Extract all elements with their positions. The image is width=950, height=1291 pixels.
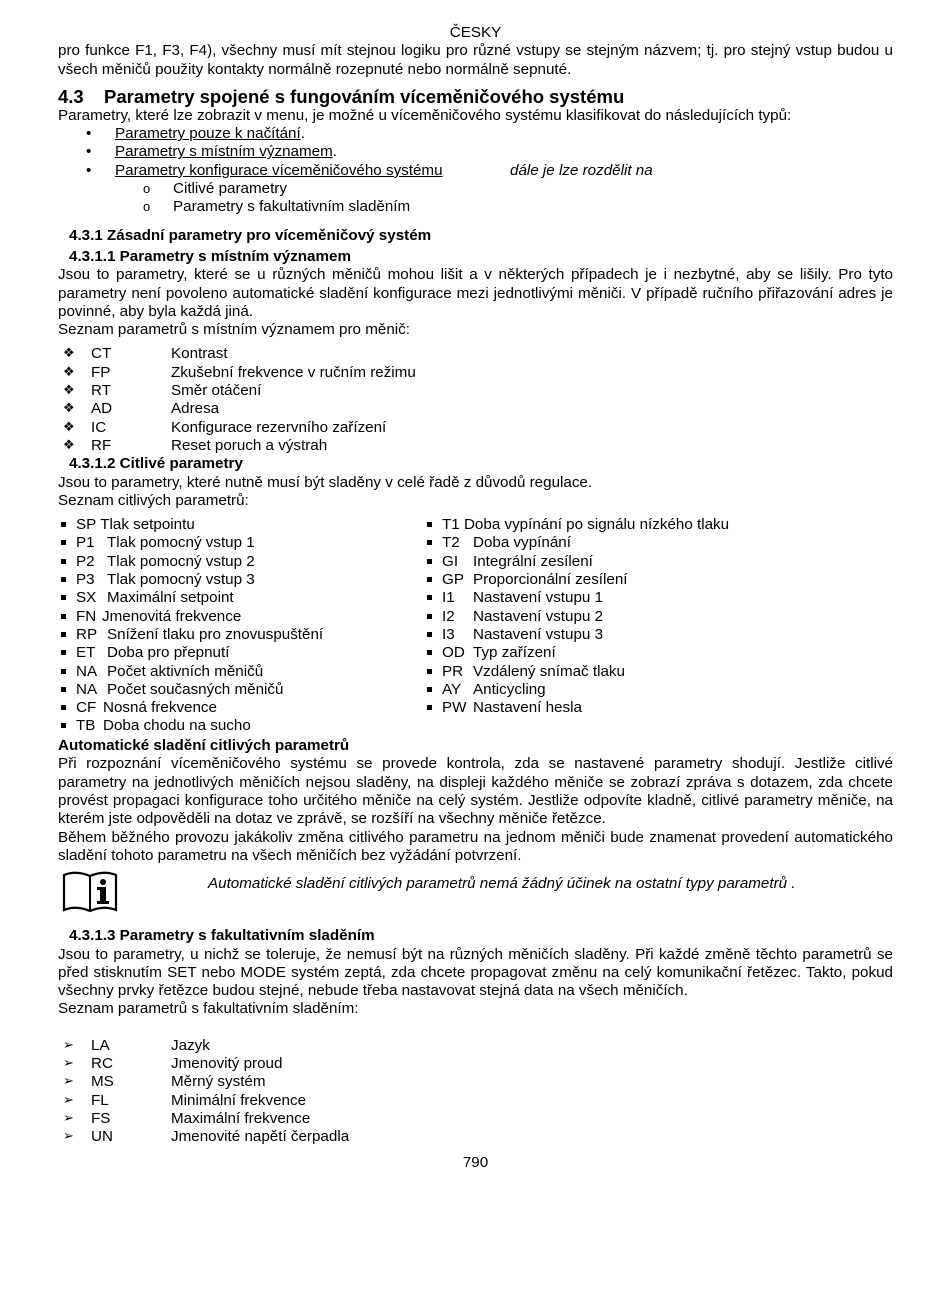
param-desc: Nastavení vstupu 1: [473, 589, 604, 607]
arrow-bullet-icon: ➢: [63, 1074, 74, 1090]
list-item: [58, 162, 893, 180]
param-desc: Proporcionální zesílení: [473, 571, 628, 589]
param-desc: Minimální frekvence: [171, 1091, 307, 1109]
page-number: 790: [462, 1154, 489, 1172]
list-item: [58, 699, 323, 717]
intro-paragraph: pro funkce F1, F3, F4), všechny musí mít stejnou logiku pro různé vstupy se stejným názvem; tj. pro stejný vstup budou u všech měničů použity kontakty normálně rozepnuté nebo normálně sepnuté.: [58, 42, 893, 78]
types-aside-note: dále je lze rozdělit na: [510, 161, 653, 179]
list-item: [58, 553, 323, 571]
diamond-bullet-icon: ❖: [63, 401, 75, 417]
param-code: T1: [442, 516, 460, 534]
type-link-local: Parametry s místním významem: [115, 143, 333, 161]
list-item: [58, 1092, 893, 1110]
param-desc: Jmenovité napětí čerpadla: [171, 1128, 350, 1146]
param-desc: Adresa: [171, 400, 220, 418]
subsection-heading-4-3-1-1: 4.3.1.1 Parametry s místním významem: [69, 247, 351, 265]
section-number: 4.3: [58, 85, 84, 107]
list-item: [58, 125, 893, 143]
param-desc: Doba vypínání: [473, 534, 571, 552]
list-item: o Parametry s fakultativním sladěním: [58, 198, 893, 216]
param-code: LA: [91, 1036, 110, 1054]
param-code: IC: [91, 418, 107, 436]
param-code: P2: [76, 552, 95, 570]
list-item: [58, 534, 323, 552]
param-desc: Počet aktivních měničů: [107, 662, 264, 680]
list-item: [58, 663, 323, 681]
param-code: P1: [76, 534, 95, 552]
auto-sync-paragraph-2: Během běžného provozu jakákoliv změna citlivého parametru na jednom měniči bude znamenat provedení automatického sladění tohoto parametru na všech měničích bez vyžádání potvrzení.: [58, 828, 893, 864]
param-desc: Tlak pomocný vstup 1: [107, 534, 255, 552]
optional-sync-body: Jsou to parametry, u nichž se toleruje, že nemusí být na různých měničích sladěny. Při každé změně těchto parametrů se před stisknutím SET nebo MODE systém zeptá, zda chcete propagovat změnu na celý komunikační řetězec. Takto, pokud všechny prvky řetězce budou stejné, nebude třeba nastavovat stejná data na všech měničích.: [58, 945, 893, 1000]
param-desc: Zkušební frekvence v ručním režimu: [171, 363, 416, 381]
param-desc: Měrný systém: [171, 1073, 266, 1091]
list-item: [58, 437, 893, 455]
type-suffix: .: [332, 143, 337, 161]
list-item: [58, 516, 323, 534]
local-params-body: Jsou to parametry, které se u různých měničů mohou lišit a v některých případech je i nezbytné, aby se lišily. Pro tyto parametry není povoleno automatické sladění konfigurace mezi jednotlivými měniči. V případě ručního přiřazování adres je povinné, aby byla každá jiná.: [58, 266, 893, 320]
list-item: [424, 534, 729, 552]
info-note-text: Automatické sladění citlivých parametrů nemá žádný účinek na ostatní typy parametrů .: [208, 875, 796, 893]
subsection-heading-4-3-1-2: 4.3.1.2 Citlivé parametry: [69, 455, 243, 473]
param-desc: Doba chodu na sucho: [103, 717, 251, 735]
list-item: [58, 1073, 893, 1091]
list-item: [58, 419, 893, 437]
param-desc: Doba vypínání po signálu nízkého tlaku: [463, 516, 730, 534]
diamond-bullet-icon: ❖: [63, 419, 75, 435]
list-item: o Citlivé parametry: [58, 180, 893, 198]
list-item: [424, 681, 729, 699]
param-desc: Maximální setpoint: [107, 589, 234, 607]
param-desc: Nastavení vstupu 3: [473, 625, 604, 643]
param-code: NA: [76, 662, 98, 680]
sensitive-params-left-list: [58, 516, 323, 736]
optional-sync-list-intro: Seznam parametrů s fakultativním sladěním:: [58, 1000, 359, 1018]
sensitive-params-body: Jsou to parametry, které nutně musí být sladěny v celé řadě z důvodů regulace.: [58, 473, 593, 491]
diamond-bullet-icon: ❖: [63, 346, 75, 362]
param-desc: Doba pro přepnutí: [107, 644, 230, 662]
param-desc: Směr otáčení: [171, 382, 262, 400]
param-code: I1: [442, 589, 455, 607]
param-desc: Tlak pomocný vstup 3: [107, 571, 255, 589]
param-code: SX: [76, 589, 97, 607]
param-code: UN: [91, 1128, 113, 1146]
list-item: [58, 345, 893, 363]
param-code: GP: [442, 571, 464, 589]
manual-info-icon: [60, 867, 120, 918]
param-code: I2: [442, 607, 455, 625]
parameter-types-list: [58, 125, 893, 216]
list-item: [58, 1037, 893, 1055]
param-desc: Snížení tlaku pro znovuspuštění: [107, 625, 324, 643]
arrow-bullet-icon: ➢: [63, 1129, 74, 1145]
auto-sync-paragraph-1: Při rozpoznání víceměničového systému se provede kontrola, zda se nastavené parametry shodují. Jestliže citlivé parametry na jednotlivých měničích nejsou sladěny, na displeji každého měniče se zobrazí zpráva s dotazem, zda chcete provést propagaci konfigurace toho určitého měniče na celý systém. Jestliže odpovíte kladně, citlivé parametry měniče, na kterém jste odpověděli na dotaz ve zprávě, se rozšíří na všechny měniče řetězce.: [58, 755, 893, 828]
param-desc: Vzdálený snímač tlaku: [473, 662, 625, 680]
sensitive-params-columns: [58, 516, 893, 737]
param-code: RT: [91, 382, 111, 400]
type-link-read-only: Parametry pouze k načítání: [115, 125, 301, 143]
sensitive-params-right-list: [424, 516, 729, 717]
param-code: SP: [76, 516, 97, 534]
param-desc: Reset poruch a výstrah: [171, 436, 328, 454]
auto-sync-heading: Automatické sladění citlivých parametrů: [58, 737, 350, 755]
list-item: [424, 608, 729, 626]
local-params-list: [58, 345, 893, 455]
param-desc: Nastavení vstupu 2: [473, 607, 604, 625]
arrow-bullet-icon: ➢: [63, 1037, 74, 1053]
arrow-bullet-icon: ➢: [63, 1092, 74, 1108]
param-desc: Počet současných měničů: [107, 680, 284, 698]
optional-sync-list: [58, 1037, 893, 1147]
section-lead: Parametry, které lze zobrazit v menu, je možné u víceměničového systému klasifikovat do následujících typů:: [58, 106, 792, 124]
param-code: TB: [76, 717, 96, 735]
param-desc: Maximální frekvence: [171, 1109, 311, 1127]
param-code: PR: [442, 662, 464, 680]
info-note: [58, 867, 893, 917]
param-code: FL: [91, 1091, 109, 1109]
list-item: [58, 626, 323, 644]
param-desc: Jmenovitý proud: [171, 1054, 283, 1072]
param-code: RC: [91, 1054, 113, 1072]
param-code: PW: [442, 699, 467, 717]
list-item: [424, 571, 729, 589]
param-code: RP: [76, 625, 98, 643]
list-item: [424, 663, 729, 681]
list-item: [424, 699, 729, 717]
param-code: CF: [76, 699, 97, 717]
param-code: MS: [91, 1073, 114, 1091]
diamond-bullet-icon: ❖: [63, 437, 75, 453]
section-heading: [58, 87, 893, 107]
list-item: [58, 571, 323, 589]
language-header: ČESKY: [449, 24, 502, 41]
list-item: [58, 1128, 893, 1146]
param-code: RF: [91, 436, 112, 454]
param-desc: Konfigurace rezervního zařízení: [171, 418, 387, 436]
type-suffix: .: [300, 125, 305, 143]
param-code: ET: [76, 644, 96, 662]
arrow-bullet-icon: ➢: [63, 1110, 74, 1126]
diamond-bullet-icon: ❖: [63, 383, 75, 399]
param-code: FP: [91, 363, 111, 381]
section-title: Parametry spojené s fungováním víceměničového systému: [104, 85, 625, 107]
param-desc: Tlak pomocný vstup 2: [107, 552, 255, 570]
list-item: [58, 717, 323, 735]
list-item: [58, 143, 893, 161]
list-item: [424, 553, 729, 571]
param-code: T2: [442, 534, 460, 552]
manual-page: [58, 24, 893, 1173]
list-item: [424, 626, 729, 644]
param-desc: Tlak setpointu: [100, 516, 195, 534]
list-item: [58, 589, 323, 607]
param-desc: Nastavení hesla: [473, 699, 582, 717]
list-item: [58, 382, 893, 400]
param-code: CT: [91, 345, 112, 363]
param-desc: Anticycling: [473, 680, 546, 698]
param-code: AY: [442, 680, 462, 698]
param-desc: Typ zařízení: [473, 644, 556, 662]
list-item: [58, 1055, 893, 1073]
param-code: NA: [76, 680, 98, 698]
list-item: [424, 516, 729, 534]
list-item: [58, 681, 323, 699]
param-desc: Jazyk: [171, 1036, 210, 1054]
param-code: FN: [76, 607, 97, 625]
subsection-heading-4-3-1-3: 4.3.1.3 Parametry s fakultativním sladěním: [69, 927, 375, 945]
list-item: [58, 1110, 893, 1128]
list-item: [424, 589, 729, 607]
local-params-list-intro: Seznam parametrů s místním významem pro měnič:: [58, 321, 410, 339]
param-desc: Integrální zesílení: [473, 552, 593, 570]
list-item: [58, 364, 893, 382]
param-code: GI: [442, 552, 459, 570]
param-code: OD: [442, 644, 465, 662]
param-code: FS: [91, 1109, 111, 1127]
param-desc: Nosná frekvence: [103, 699, 217, 717]
param-code: P3: [76, 571, 95, 589]
param-code: I3: [442, 625, 455, 643]
diamond-bullet-icon: ❖: [63, 364, 75, 380]
list-item: [58, 400, 893, 418]
arrow-bullet-icon: ➢: [63, 1055, 74, 1071]
list-item: [424, 644, 729, 662]
param-desc: Kontrast: [171, 345, 228, 363]
list-item: [58, 644, 323, 662]
sensitive-params-list-intro: Seznam citlivých parametrů:: [58, 491, 249, 509]
param-code: AD: [91, 400, 113, 418]
param-desc: Jmenovitá frekvence: [102, 607, 242, 625]
list-item: [58, 608, 323, 626]
subsection-heading-4-3-1: 4.3.1 Zásadní parametry pro víceměničový systém: [69, 226, 432, 244]
type-link-config: Parametry konfigurace víceměničového systému: [115, 161, 443, 179]
